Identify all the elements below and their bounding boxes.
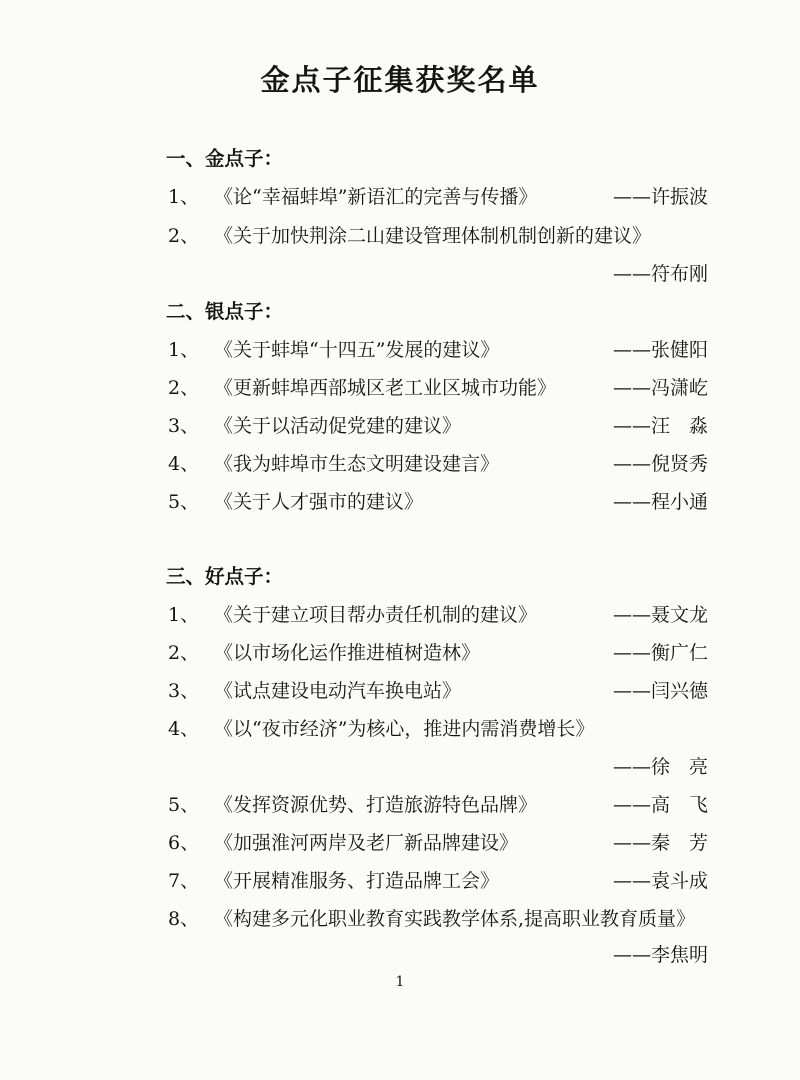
list-item	[168, 449, 708, 479]
item-author: ——张健阳	[612, 339, 708, 361]
list-item	[168, 221, 708, 251]
item-author: ——闫兴德	[612, 680, 708, 702]
item-title: 《以市场化运作推进植树造林》	[214, 642, 481, 664]
item-author: ——高 飞	[612, 794, 708, 816]
list-item	[168, 714, 708, 744]
list-item	[168, 373, 708, 403]
item-author: ——汪 淼	[612, 415, 708, 437]
list-item	[168, 182, 708, 212]
item-title: 《构建多元化职业教育实践教学体系,提高职业教育质量》	[214, 908, 696, 930]
item-number: 1、	[168, 604, 200, 626]
item-number: 3、	[168, 415, 200, 437]
item-number: 5、	[168, 491, 200, 513]
item-author: ——袁斗成	[612, 870, 708, 892]
item-title: 《发挥资源优势、打造旅游特色品牌》	[214, 794, 538, 816]
item-author: ——秦 芳	[612, 832, 708, 854]
item-title: 《以“夜市经济”为核心，推进内需消费增长》	[214, 718, 595, 740]
list-item	[168, 904, 708, 934]
item-author: ——符布刚	[612, 263, 708, 285]
section-heading-gold: 一、金点子：	[166, 147, 284, 170]
item-title: 《关于加快荆涂二山建设管理体制机制创新的建议》	[214, 225, 652, 247]
item-title: 《论“幸福蚌埠”新语汇的完善与传播》	[214, 186, 538, 208]
item-author: ——许振波	[612, 186, 708, 208]
item-number: 1、	[168, 186, 200, 208]
item-number: 4、	[168, 453, 200, 475]
item-author: ——冯潇屹	[612, 377, 708, 399]
section-heading-silver: 二、银点子：	[166, 300, 284, 323]
page-number: 1	[395, 974, 405, 990]
list-item	[168, 866, 708, 896]
item-number: 4、	[168, 718, 200, 740]
item-number: 8、	[168, 908, 200, 930]
item-author: ——聂文龙	[612, 604, 708, 626]
item-title: 《关于建立项目帮办责任机制的建议》	[214, 604, 538, 626]
item-title: 《加强淮河两岸及老厂新品牌建设》	[214, 832, 519, 854]
item-number: 5、	[168, 794, 200, 816]
list-item	[168, 600, 708, 630]
item-title: 《我为蚌埠市生态文明建设建言》	[214, 453, 500, 475]
item-author: ——倪贤秀	[612, 453, 708, 475]
list-item	[168, 676, 708, 706]
section-heading-good: 三、好点子：	[166, 565, 284, 588]
item-title: 《开展精准服务、打造品牌工会》	[214, 870, 500, 892]
item-author: ——徐 亮	[612, 756, 708, 778]
item-title: 《更新蚌埠西部城区老工业区城市功能》	[214, 377, 557, 399]
item-number: 7、	[168, 870, 200, 892]
list-item	[168, 411, 708, 441]
item-title: 《关于以活动促党建的建议》	[214, 415, 462, 437]
item-author: ——李焦明	[612, 944, 708, 966]
item-author: ——程小通	[612, 491, 708, 513]
list-item	[168, 335, 708, 365]
item-title: 《试点建设电动汽车换电站》	[214, 680, 462, 702]
item-number: 2、	[168, 642, 200, 664]
list-item	[168, 790, 708, 820]
item-number: 1、	[168, 339, 200, 361]
document-title: 金点子征集获奖名单	[260, 63, 540, 97]
item-title: 《关于人才强市的建议》	[214, 491, 424, 513]
list-item	[168, 487, 708, 517]
item-number: 6、	[168, 832, 200, 854]
list-item	[168, 828, 708, 858]
item-number: 2、	[168, 225, 200, 247]
item-number: 3、	[168, 680, 200, 702]
list-item	[168, 638, 708, 668]
item-title: 《关于蚌埠“十四五”发展的建议》	[214, 339, 500, 361]
item-number: 2、	[168, 377, 200, 399]
item-author: ——衡广仁	[612, 642, 708, 664]
